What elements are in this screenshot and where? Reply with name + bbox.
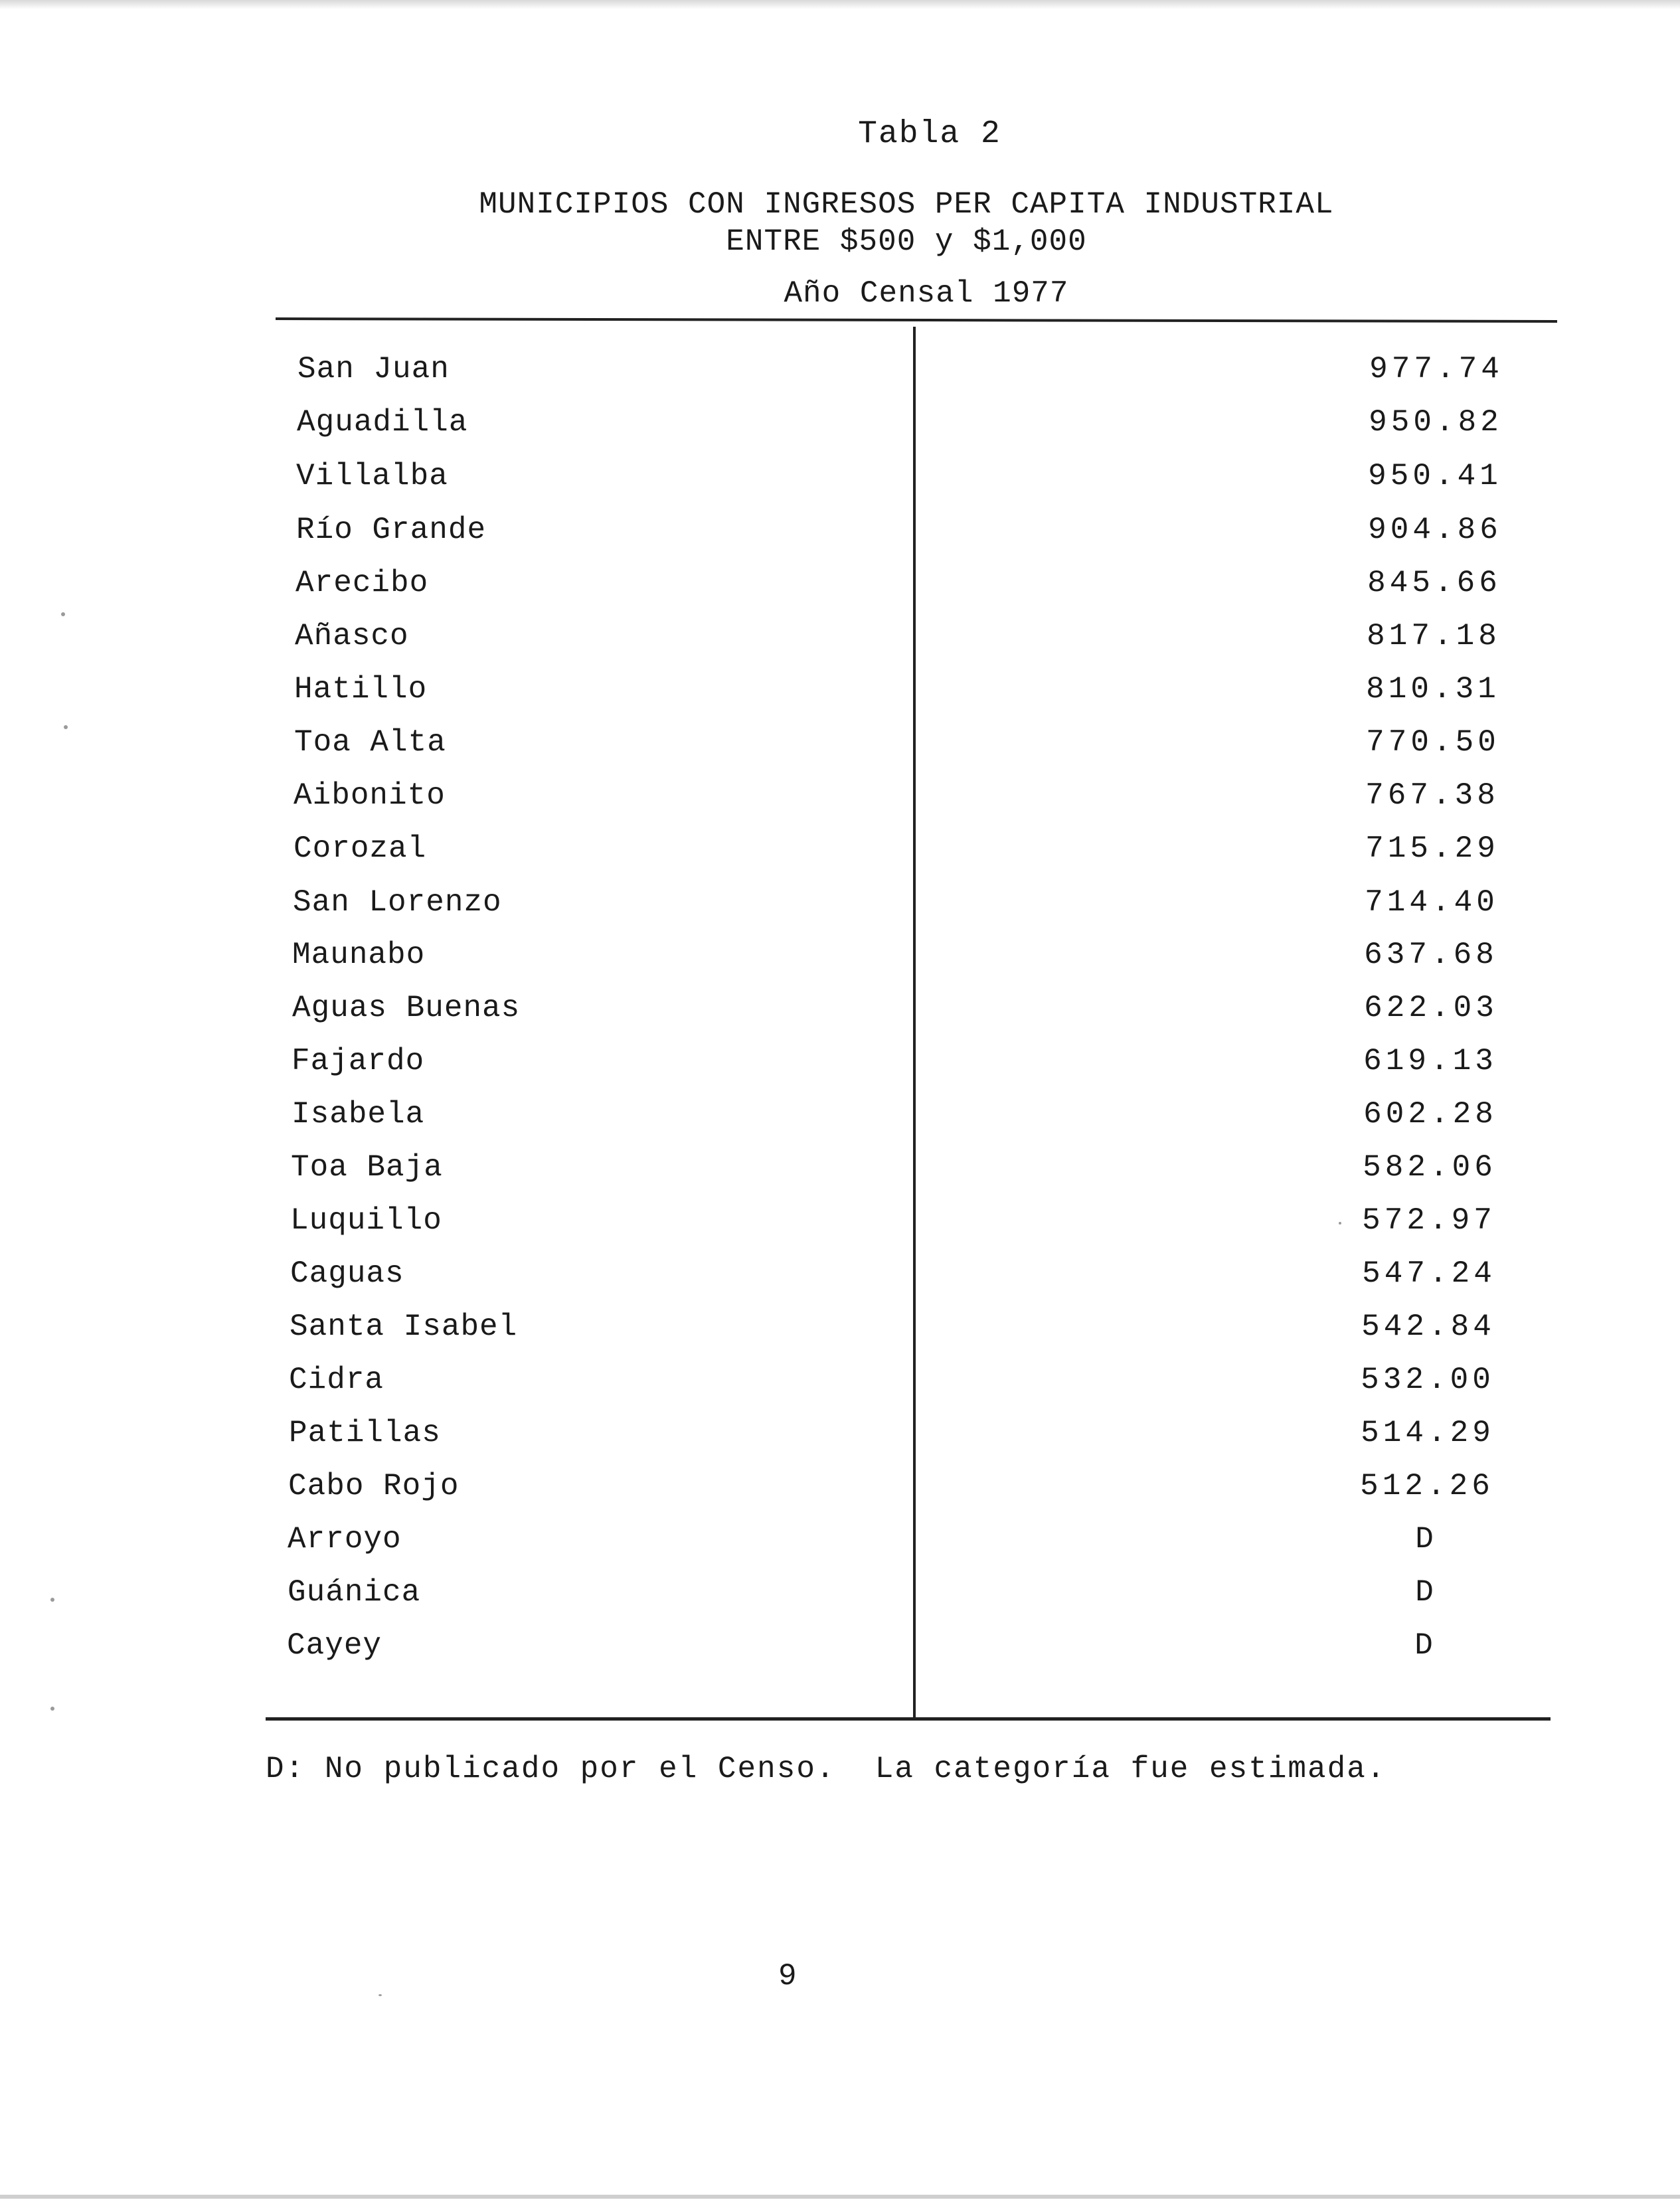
scan-top-edge — [0, 0, 1680, 9]
per-capita-value: 810.31 — [1366, 672, 1500, 707]
per-capita-value: 714.40 — [1365, 885, 1499, 920]
per-capita-value: 622.03 — [1364, 991, 1498, 1025]
per-capita-value: 845.66 — [1367, 566, 1501, 600]
municipality-name: Santa Isabel — [290, 1310, 518, 1344]
table-title-line-1: MUNICIPIOS CON INGRESOS PER CAPITA INDUSTRIAL — [479, 187, 1334, 222]
table-row — [297, 352, 1626, 392]
municipality-name: Toa Alta — [294, 725, 446, 760]
census-year-label: Año Censal 1977 — [784, 276, 1069, 311]
municipality-name: Luquillo — [290, 1203, 442, 1238]
table-row — [292, 938, 1620, 977]
table-row — [295, 619, 1623, 659]
per-capita-value: 619.13 — [1363, 1044, 1497, 1078]
municipality-name: San Lorenzo — [293, 885, 502, 920]
per-capita-value: 904.86 — [1368, 513, 1502, 547]
per-capita-value: 977.74 — [1369, 352, 1503, 386]
table-row — [290, 1310, 1618, 1349]
footnote: D: No publicado por el Censo. La categoría fue estimada. — [266, 1752, 1386, 1786]
municipality-name: Aguas Buenas — [292, 991, 521, 1025]
per-capita-value: 542.84 — [1361, 1310, 1495, 1344]
municipality-name: Hatillo — [294, 672, 428, 707]
municipality-name: Corozal — [294, 831, 427, 866]
scan-speck — [50, 1707, 54, 1711]
table-row — [297, 405, 1625, 445]
municipality-name: Río Grande — [296, 513, 487, 547]
scan-speck — [1339, 1222, 1341, 1225]
table-row — [287, 1628, 1615, 1668]
municipality-name: Guánica — [288, 1575, 421, 1610]
per-capita-value: 512.26 — [1360, 1469, 1494, 1503]
table-row — [292, 1097, 1620, 1137]
per-capita-value: 637.68 — [1364, 938, 1498, 972]
table-row — [291, 1150, 1619, 1190]
table-row — [295, 566, 1624, 606]
table-row — [296, 459, 1624, 499]
table-top-rule — [276, 317, 1557, 323]
municipality-name: Cidra — [289, 1363, 384, 1397]
table-row — [289, 1416, 1617, 1456]
municipality-name: Caguas — [290, 1256, 404, 1291]
table-row — [293, 885, 1621, 925]
table-row — [294, 778, 1622, 818]
municipality-name: Toa Baja — [291, 1150, 443, 1185]
scan-speck — [50, 1598, 54, 1602]
scan-speck — [61, 612, 65, 616]
table-row — [290, 1203, 1618, 1243]
per-capita-value: D — [1415, 1575, 1438, 1610]
municipality-name: Aibonito — [294, 778, 446, 813]
municipality-name: Aguadilla — [297, 405, 468, 440]
per-capita-value: D — [1415, 1522, 1438, 1557]
table-row — [294, 672, 1622, 712]
municipality-name: Isabela — [292, 1097, 425, 1132]
scan-speck — [378, 1994, 382, 1996]
municipality-name: San Juan — [297, 352, 450, 386]
table-row — [292, 1044, 1620, 1084]
table-row — [288, 1575, 1616, 1615]
scan-speck — [64, 725, 68, 729]
table-row — [294, 831, 1622, 871]
per-capita-value: 767.38 — [1365, 778, 1499, 813]
per-capita-value: 715.29 — [1365, 831, 1499, 866]
municipality-name: Cabo Rojo — [288, 1469, 460, 1503]
municipality-name: Arecibo — [295, 566, 429, 600]
per-capita-value: 514.29 — [1361, 1416, 1495, 1450]
municipality-name: Villalba — [296, 459, 448, 493]
municipality-name: Arroyo — [288, 1522, 402, 1557]
municipality-name: Patillas — [289, 1416, 441, 1450]
per-capita-value: 950.82 — [1369, 405, 1503, 440]
scan-bottom-edge — [0, 2195, 1680, 2199]
table-number: Tabla 2 — [858, 116, 1001, 152]
per-capita-value: 547.24 — [1362, 1256, 1496, 1291]
municipality-name: Añasco — [295, 619, 409, 653]
table-row — [292, 991, 1620, 1031]
municipality-name: Fajardo — [292, 1044, 425, 1078]
per-capita-value: 532.00 — [1361, 1363, 1495, 1397]
table-bottom-rule — [266, 1717, 1551, 1721]
per-capita-value: 770.50 — [1366, 725, 1500, 760]
municipality-name: Cayey — [287, 1628, 382, 1663]
table-row — [288, 1522, 1616, 1562]
per-capita-value: 602.28 — [1363, 1097, 1497, 1132]
per-capita-value: D — [1414, 1628, 1437, 1663]
per-capita-value: 817.18 — [1367, 619, 1501, 653]
per-capita-value: 950.41 — [1368, 459, 1502, 493]
table-row — [294, 725, 1622, 765]
table-row — [289, 1363, 1617, 1402]
table-title-line-2: ENTRE $500 y $1,000 — [726, 224, 1087, 259]
page-number: 9 — [778, 1959, 797, 1994]
table-row — [290, 1256, 1618, 1296]
table-row — [288, 1469, 1616, 1509]
municipality-name: Maunabo — [292, 938, 426, 972]
per-capita-value: 572.97 — [1362, 1203, 1496, 1238]
table-row — [296, 513, 1624, 552]
per-capita-value: 582.06 — [1363, 1150, 1497, 1185]
